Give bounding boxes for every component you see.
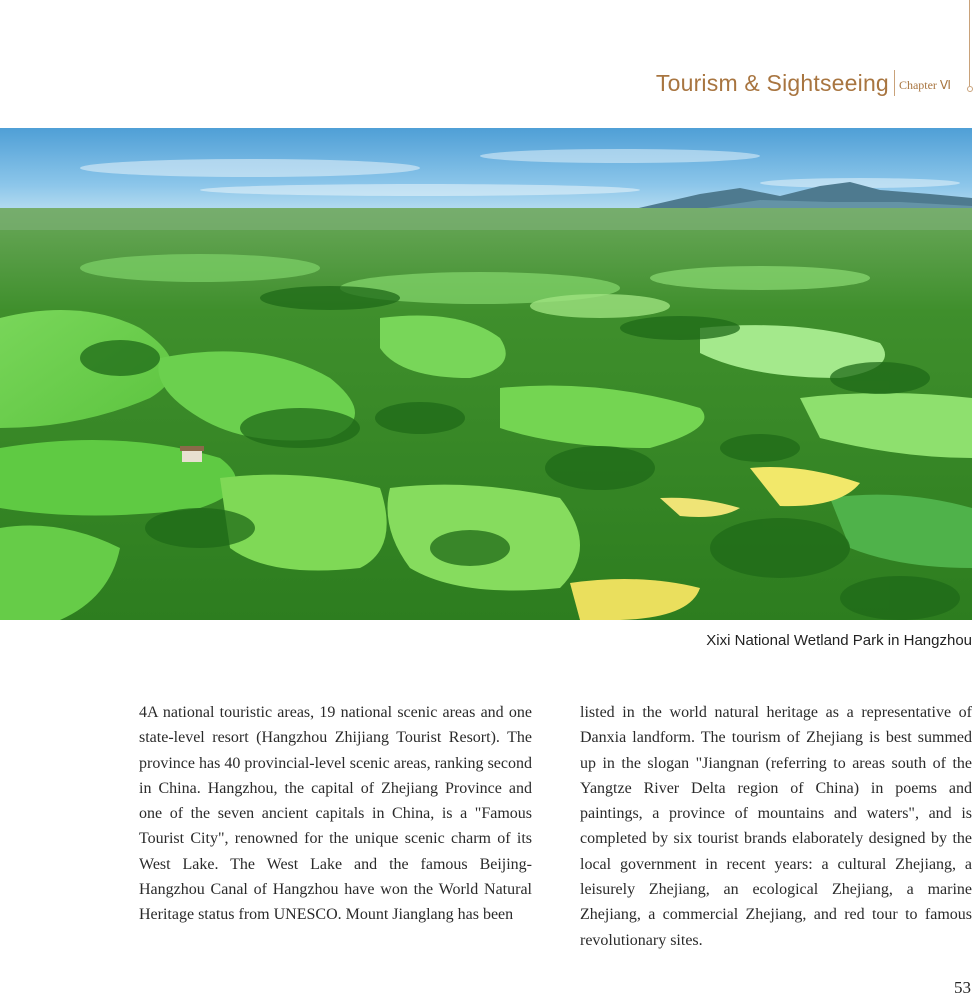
- running-header: [656, 66, 951, 100]
- header-divider: [894, 70, 895, 96]
- chapter-label: Chapter Ⅵ: [898, 77, 951, 92]
- body-text-left-column: 4A national touristic areas, 19 national scenic areas and one state-level resort (Hangzhou Zhijiang Tourist Resort). The province has 40 provincial-level scenic areas, ranking second in China. Hangzhou, the capital of Zhejiang Province and one of the seven ancient capitals in China, is a "Famous Tourist City", renowned for the unique scenic charm of its West Lake. The West Lake and the famous Beijing-Hangzhou Canal of Hangzhou have won the World Natural Heritage status from UNESCO. Mount Jianglang has been: [139, 704, 532, 924]
- wetland-photo: [0, 128, 972, 620]
- page-number: 53: [954, 978, 971, 997]
- body-text-right-column: listed in the world natural heritage as a representative of Danxia landform. The tourism of Zhejiang is best summed up in the slogan "Jiangnan (referring to areas south of the Yangtze River Delta region of China) in poems and paintings, a province of mountains and waters", and is completed by six tourist brands elaborately designed by the local government in recent years: a cultural Zhejiang, a leisurely Zhejiang, an ecological Zhejiang, a marine Zhejiang, a commercial Zhejiang, and red tour to famous revolutionary sites.: [580, 704, 972, 949]
- page-edge-rule: [969, 0, 970, 86]
- photo-caption: Xixi National Wetland Park in Hangzhou: [706, 632, 972, 649]
- section-title: Tourism & Sightseeing: [655, 69, 889, 96]
- page-edge-dot: [967, 86, 973, 92]
